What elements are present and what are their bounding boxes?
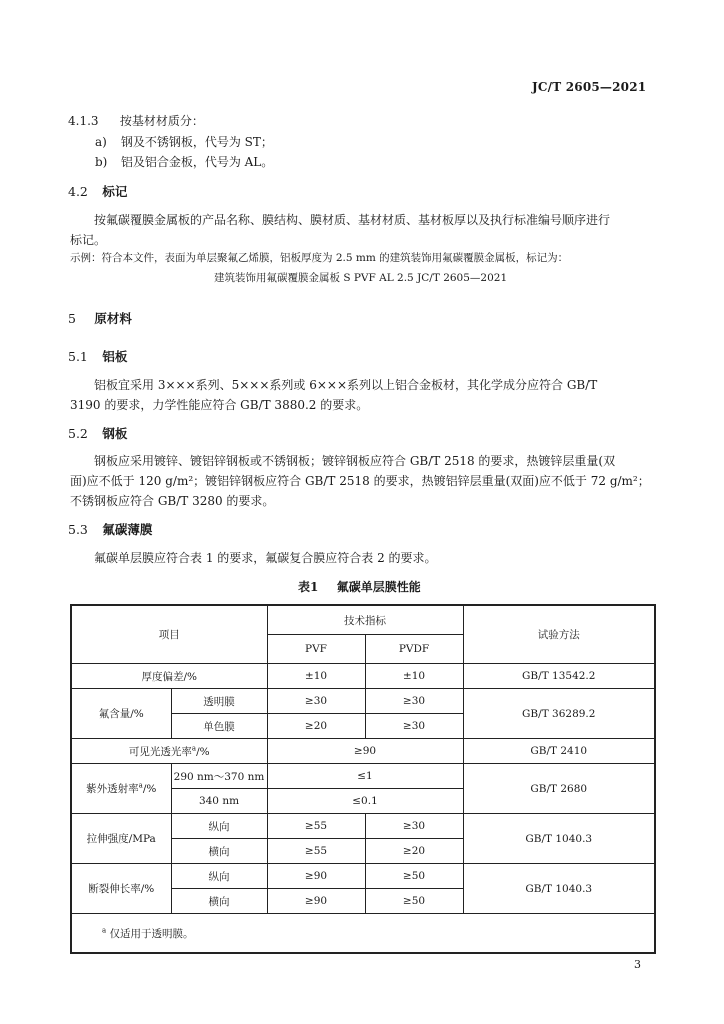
header-method: 试验方法 [463,605,655,664]
row-label: 厚度偏差/% [71,664,267,689]
cell-pvdf: ≥30 [365,814,463,839]
row-label-text: 紫外透射率 [86,783,139,795]
paragraph-line: 钢板应采用镀锌、镀铝锌钢板或不锈钢板；镀锌钢板应符合 GB/T 2518 的要求，热镀锌层重量(双 [94,454,616,468]
sub-label: 横向 [171,889,267,914]
cell-value: ≤0.1 [267,789,463,814]
cell-value: ≥90 [267,739,463,764]
paragraph-line: 3190 的要求，力学性能应符合 GB/T 3880.2 的要求。 [70,398,369,412]
section-number: 5.1 [68,349,88,364]
cell-method: GB/T 2680 [463,764,655,814]
paragraph-line: 按氟碳覆膜金属板的产品名称、膜结构、膜材质、基材材质、基材板厚以及执行标准编号顺序进行 [94,213,611,227]
cell-method: GB/T 36289.2 [463,689,655,739]
list-text: 铝及铝合金板，代号为 AL。 [120,155,274,169]
section-title: 按基材材质分： [119,114,204,128]
section-number: 5 [68,311,76,326]
row-label [71,739,267,764]
section-title: 铝板 [102,349,128,364]
sub-label: 340 nm [171,789,267,814]
table-1 [70,604,656,954]
cell-method: GB/T 2410 [463,739,655,764]
paragraph-line: 不锈钢板应符合 GB/T 3280 的要求。 [70,494,275,508]
section-title: 钢板 [102,426,128,441]
cell-method: GB/T 13542.2 [463,664,655,689]
section-title: 氟碳薄膜 [102,522,153,537]
footnote-mark: a [102,926,107,934]
cell-value: ≤1 [267,764,463,789]
list-marker: a) [95,135,107,149]
table-row [71,764,655,789]
footnote-mark: a [138,781,143,790]
row-label: 拉伸强度/MPa [71,814,171,864]
section-4-1-3-heading [68,112,204,129]
cell-pvdf: ≥20 [365,839,463,864]
list-item [95,133,273,150]
footnote-mark: a [191,744,197,752]
table-caption-title: 氟碳单层膜性能 [336,580,421,594]
standard-number: JC/T 2605—2021 [532,80,647,94]
example-text: 示例：符合本文件，表面为单层聚氟乙烯膜，铝板厚度为 2.5 mm 的建筑装饰用氟碳覆膜金属板，标记为： [70,252,569,264]
cell-pvf: ≥90 [267,889,365,914]
section-title: 标记 [102,184,128,199]
header-pvf: PVF [267,635,365,664]
table-row [71,664,655,689]
section-number: 5.3 [68,522,88,537]
sub-label: 290 nm～370 nm [171,764,267,789]
section-title: 原材料 [94,311,132,326]
table-row [71,864,655,889]
sub-label: 透明膜 [171,689,267,714]
section-5-heading [68,309,132,327]
section-5-2-heading [68,424,127,442]
list-marker: b) [95,155,108,169]
list-item [95,153,273,170]
cell-method: GB/T 1040.3 [463,814,655,864]
section-5-1-heading [68,347,127,365]
table-header-row [71,605,655,635]
section-5-3-heading [68,520,152,538]
row-label: 氟含量/% [71,689,171,739]
section-number: 5.2 [68,426,88,441]
cell-pvdf: ≥30 [365,689,463,714]
paragraph-line: 铝板宜采用 3×××系列、5×××系列或 6×××系列以上铝合金板材，其化学成分应符合 GB/T [94,378,598,392]
cell-pvdf: ±10 [365,664,463,689]
sub-label: 纵向 [171,814,267,839]
footnote-text: 仅适用于透明膜。 [109,927,194,940]
table-caption [298,578,421,595]
sub-label: 单色膜 [171,714,267,739]
section-number: 4.1.3 [68,114,99,128]
section-number: 4.2 [68,184,88,199]
cell-pvf: ±10 [267,664,365,689]
section-4-2-heading [68,182,127,200]
cell-pvf: ≥90 [267,864,365,889]
table-footnote [71,914,655,954]
table-row [71,814,655,839]
cell-pvf: ≥55 [267,839,365,864]
table-footnote-row [71,914,655,954]
cell-pvdf: ≥50 [365,864,463,889]
example-mark: 建筑装饰用氟碳覆膜金属板 S PVF AL 2.5 JC/T 2605—2021 [214,272,508,284]
cell-pvdf: ≥30 [365,714,463,739]
row-label: 断裂伸长率/% [71,864,171,914]
header-item: 项目 [71,605,267,664]
table-caption-number: 表1 [298,580,319,594]
header-pvdf: PVDF [365,635,463,664]
row-label [71,764,171,814]
list-text: 钢及不锈钢板，代号为 ST； [120,135,273,149]
paragraph-line: 面)应不低于 120 g/m²；镀铝锌钢板应符合 GB/T 2518 的要求，热镀铝锌层重量(双面)应不低于 72 g/m²； [70,474,650,488]
paragraph-line: 标记。 [70,233,107,247]
cell-pvdf: ≥50 [365,889,463,914]
row-label-unit: /% [142,783,157,795]
row-label-unit: /% [196,745,210,758]
table-row [71,739,655,764]
sub-label: 纵向 [171,864,267,889]
cell-pvf: ≥30 [267,689,365,714]
paragraph-line: 氟碳单层膜应符合表 1 的要求，氟碳复合膜应符合表 2 的要求。 [94,551,437,565]
sub-label: 横向 [171,839,267,864]
header-tech: 技术指标 [267,605,463,635]
page-number: 3 [634,958,641,971]
cell-pvf: ≥20 [267,714,365,739]
row-label-text: 可见光透光率 [128,745,192,758]
cell-method: GB/T 1040.3 [463,864,655,914]
cell-pvf: ≥55 [267,814,365,839]
table-row [71,689,655,714]
